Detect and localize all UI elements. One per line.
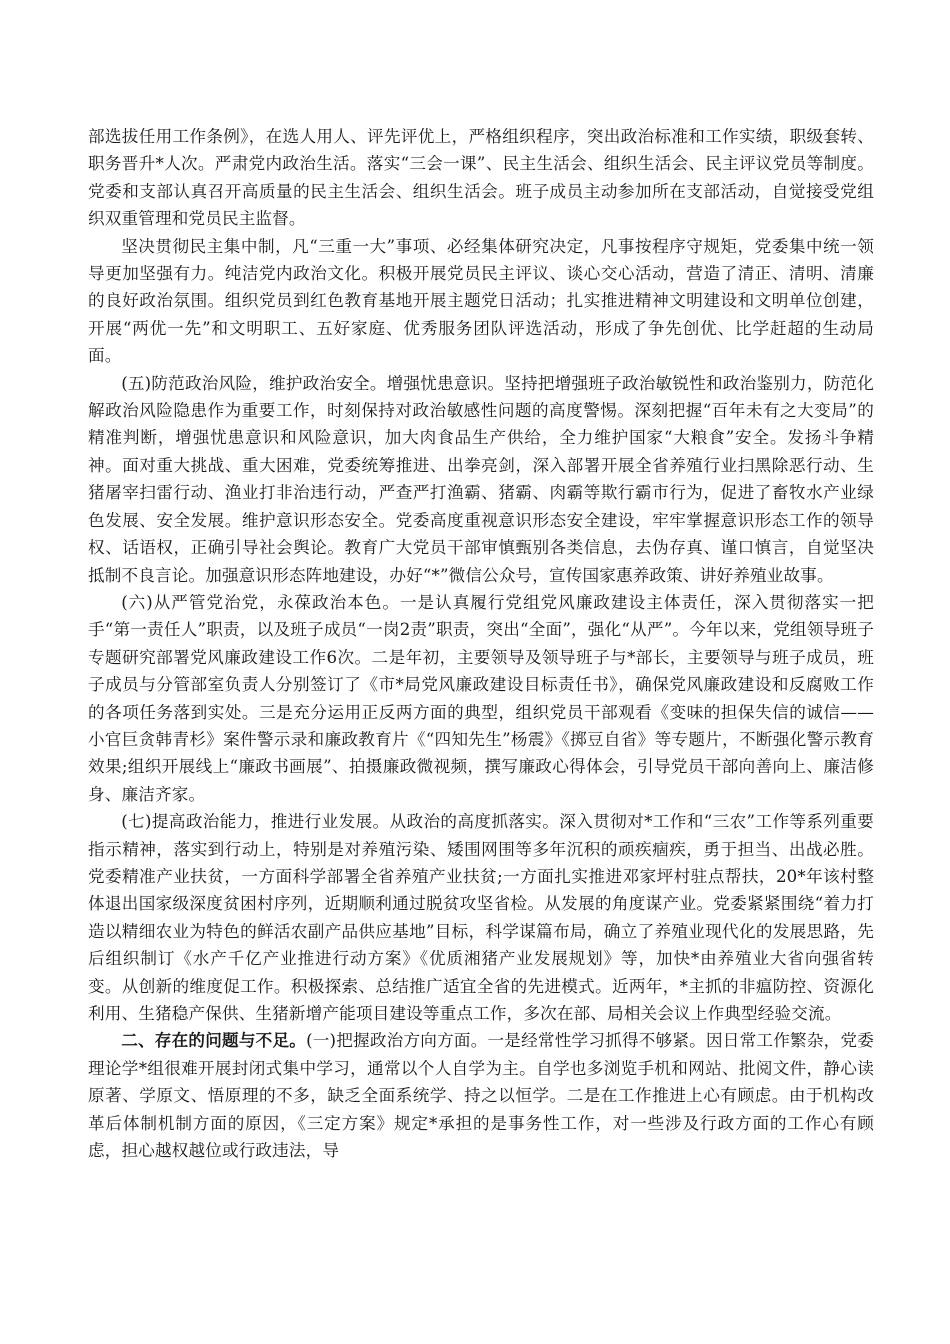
paragraph-democratic-centralism: 坚决贯彻民主集中制，凡“三重一大”事项、必经集体研究决定，凡事按程序守规矩，党委集中统一领导更加坚强有力。纯洁党内政治文化。积极开展党员民主评议、谈心交心活动，营造了清正、清明、清廉的良好政治氛围。组织党员到红色教育基地开展主题党日活动；扎实推进精神文明建设和文明单位创建，开展“两优一先”和文明职工、五好家庭、优秀服务团队评选活动，形成了争先创优、比学赶超的生动局面。 [88, 236, 874, 366]
paragraph-problems-text: (一)把握政治方向方面。一是经常性学习抓得不够紧。因日常工作繁杂，党委理论学*组很难开展封闭式集中学习，通常以个人自学为主。自学也多浏览手机和网站、批阅文件，静心读原著、学原文、悟原理的不多，缺乏全面系统学、持之以恒学。二是在工作推进上心有顾虑。由于机构改革后体制机制方面的原因，《三定方案》规定*承担的是事务性工作，对一些涉及行政方面的工作心有顾虑，担心越权越位或行政违法，导 [88, 1031, 874, 1161]
paragraph-problems [88, 1027, 874, 1164]
paragraph-continuation: 部选拔任用工作条例》，在选人用人、评先评优上，严格组织程序，突出政治标准和工作实绩，职级套转、职务晋升*人次。严肃党内政治生活。落实“三会一课”、民主生活会、组织生活会、民主评议党员等制度。党委和支部认真召开高质量的民主生活会、组织生活会。班子成员主动参加所在支部活动，自觉接受党组织双重管理和党员民主监督。 [88, 127, 874, 229]
paragraph-section-5: (五)防范政治风险，维护政治安全。增强忧患意识。坚持把增强班子政治敏锐性和政治鉴别力，防范化解政治风险隐患作为重要工作，时刻保持对政治敏感性问题的高度警惕。深刻把握“百年未有之大变局”的精准判断，增强忧患意识和风险意识，加大肉食品生产供给，全力维护国家“大粮食”安全。发扬斗争精神。面对重大挑战、重大困难，党委统筹推进、出拳亮剑，深入部署开展全省养殖行业扫黑除恶行动、生猪屠宰扫雷行动、渔业打非治违行动，严查严打渔霸、猪霸、肉霸等欺行霸市行为，促进了畜牧水产业绿色发展、安全发展。维护意识形态安全。党委高度重视意识形态安全建设，牢牢掌握意识形态工作的领导权、话语权，正确引导社会舆论。教育广大党员干部审慎甄别各类信息，去伪存真、谨口慎言，自觉坚决抵制不良言论。加强意识形态阵地建设，办好“*”微信公众号，宣传国家惠养政策、讲好养殖业故事。 [88, 373, 874, 585]
paragraph-section-6: (六)从严管党治党，永葆政治本色。一是认真履行党组党风廉政建设主体责任，深入贯彻落实一把手“第一责任人”职责，以及班子成员“一岗2责”职责，突出“全面”，强化“从严”。今年以来，党组领导班子专题研究部署党风廉政建设工作6次。二是年初，主要领导及领导班子与*部长，主要领导与班子成员，班子成员与分管部室负责人分别签订了《市*局党风廉政建设目标责任书》，确保党风廉政建设和反腐败工作的各项任务落到实处。三是充分运用正反两方面的典型，组织党员干部观看《变味的担保失信的诚信——小官巨贪韩青杉》案件警示录和廉政教育片《“四知先生”杨震》《掷豆自省》等专题片，不断强化警示教育效果;组织开展线上“廉政书画展”、拍摄廉政微视频，撰写廉政心得体会，引导党员干部向善向上、廉洁修身、廉洁齐家。 [88, 592, 874, 804]
paragraph-section-7: (七)提高政治能力，推进行业发展。从政治的高度抓落实。深入贯彻对*工作和“三农”工作等系列重要指示精神，落实到行动上，特别是对养殖污染、矮围网围等多年沉积的顽疾痼疾，勇于担当、出战必胜。党委精准产业扶贫，一方面科学部署全省养殖产业扶贫;一方面扎实推进邓家坪村驻点帮扶，20*年该村整体退出国家级深度贫困村序列，近期顺利通过脱贫攻坚省检。从发展的角度谋产业。党委紧紧围绕“着力打造以精细农业为特色的鲜活农副产品供应基地”目标，科学谋篇布局，确立了养殖业现代化的发展思路，先后组织制订《水产千亿产业推进行动方案》《优质湘猪产业发展规划》等，加快*由养殖业大省向强省转变。从创新的维度促工作。积极探索、总结推广适宜全省的先进模式。近两年，*主抓的非瘟防控、资源化利用、生猪稳产保供、生猪新增产能项目建设等重点工作，多次在部、局相关会议上作典型经验交流。 [88, 812, 874, 1023]
section-heading-problems: 二、存在的问题与不足。 [121, 1030, 307, 1051]
document-body [88, 123, 874, 1164]
